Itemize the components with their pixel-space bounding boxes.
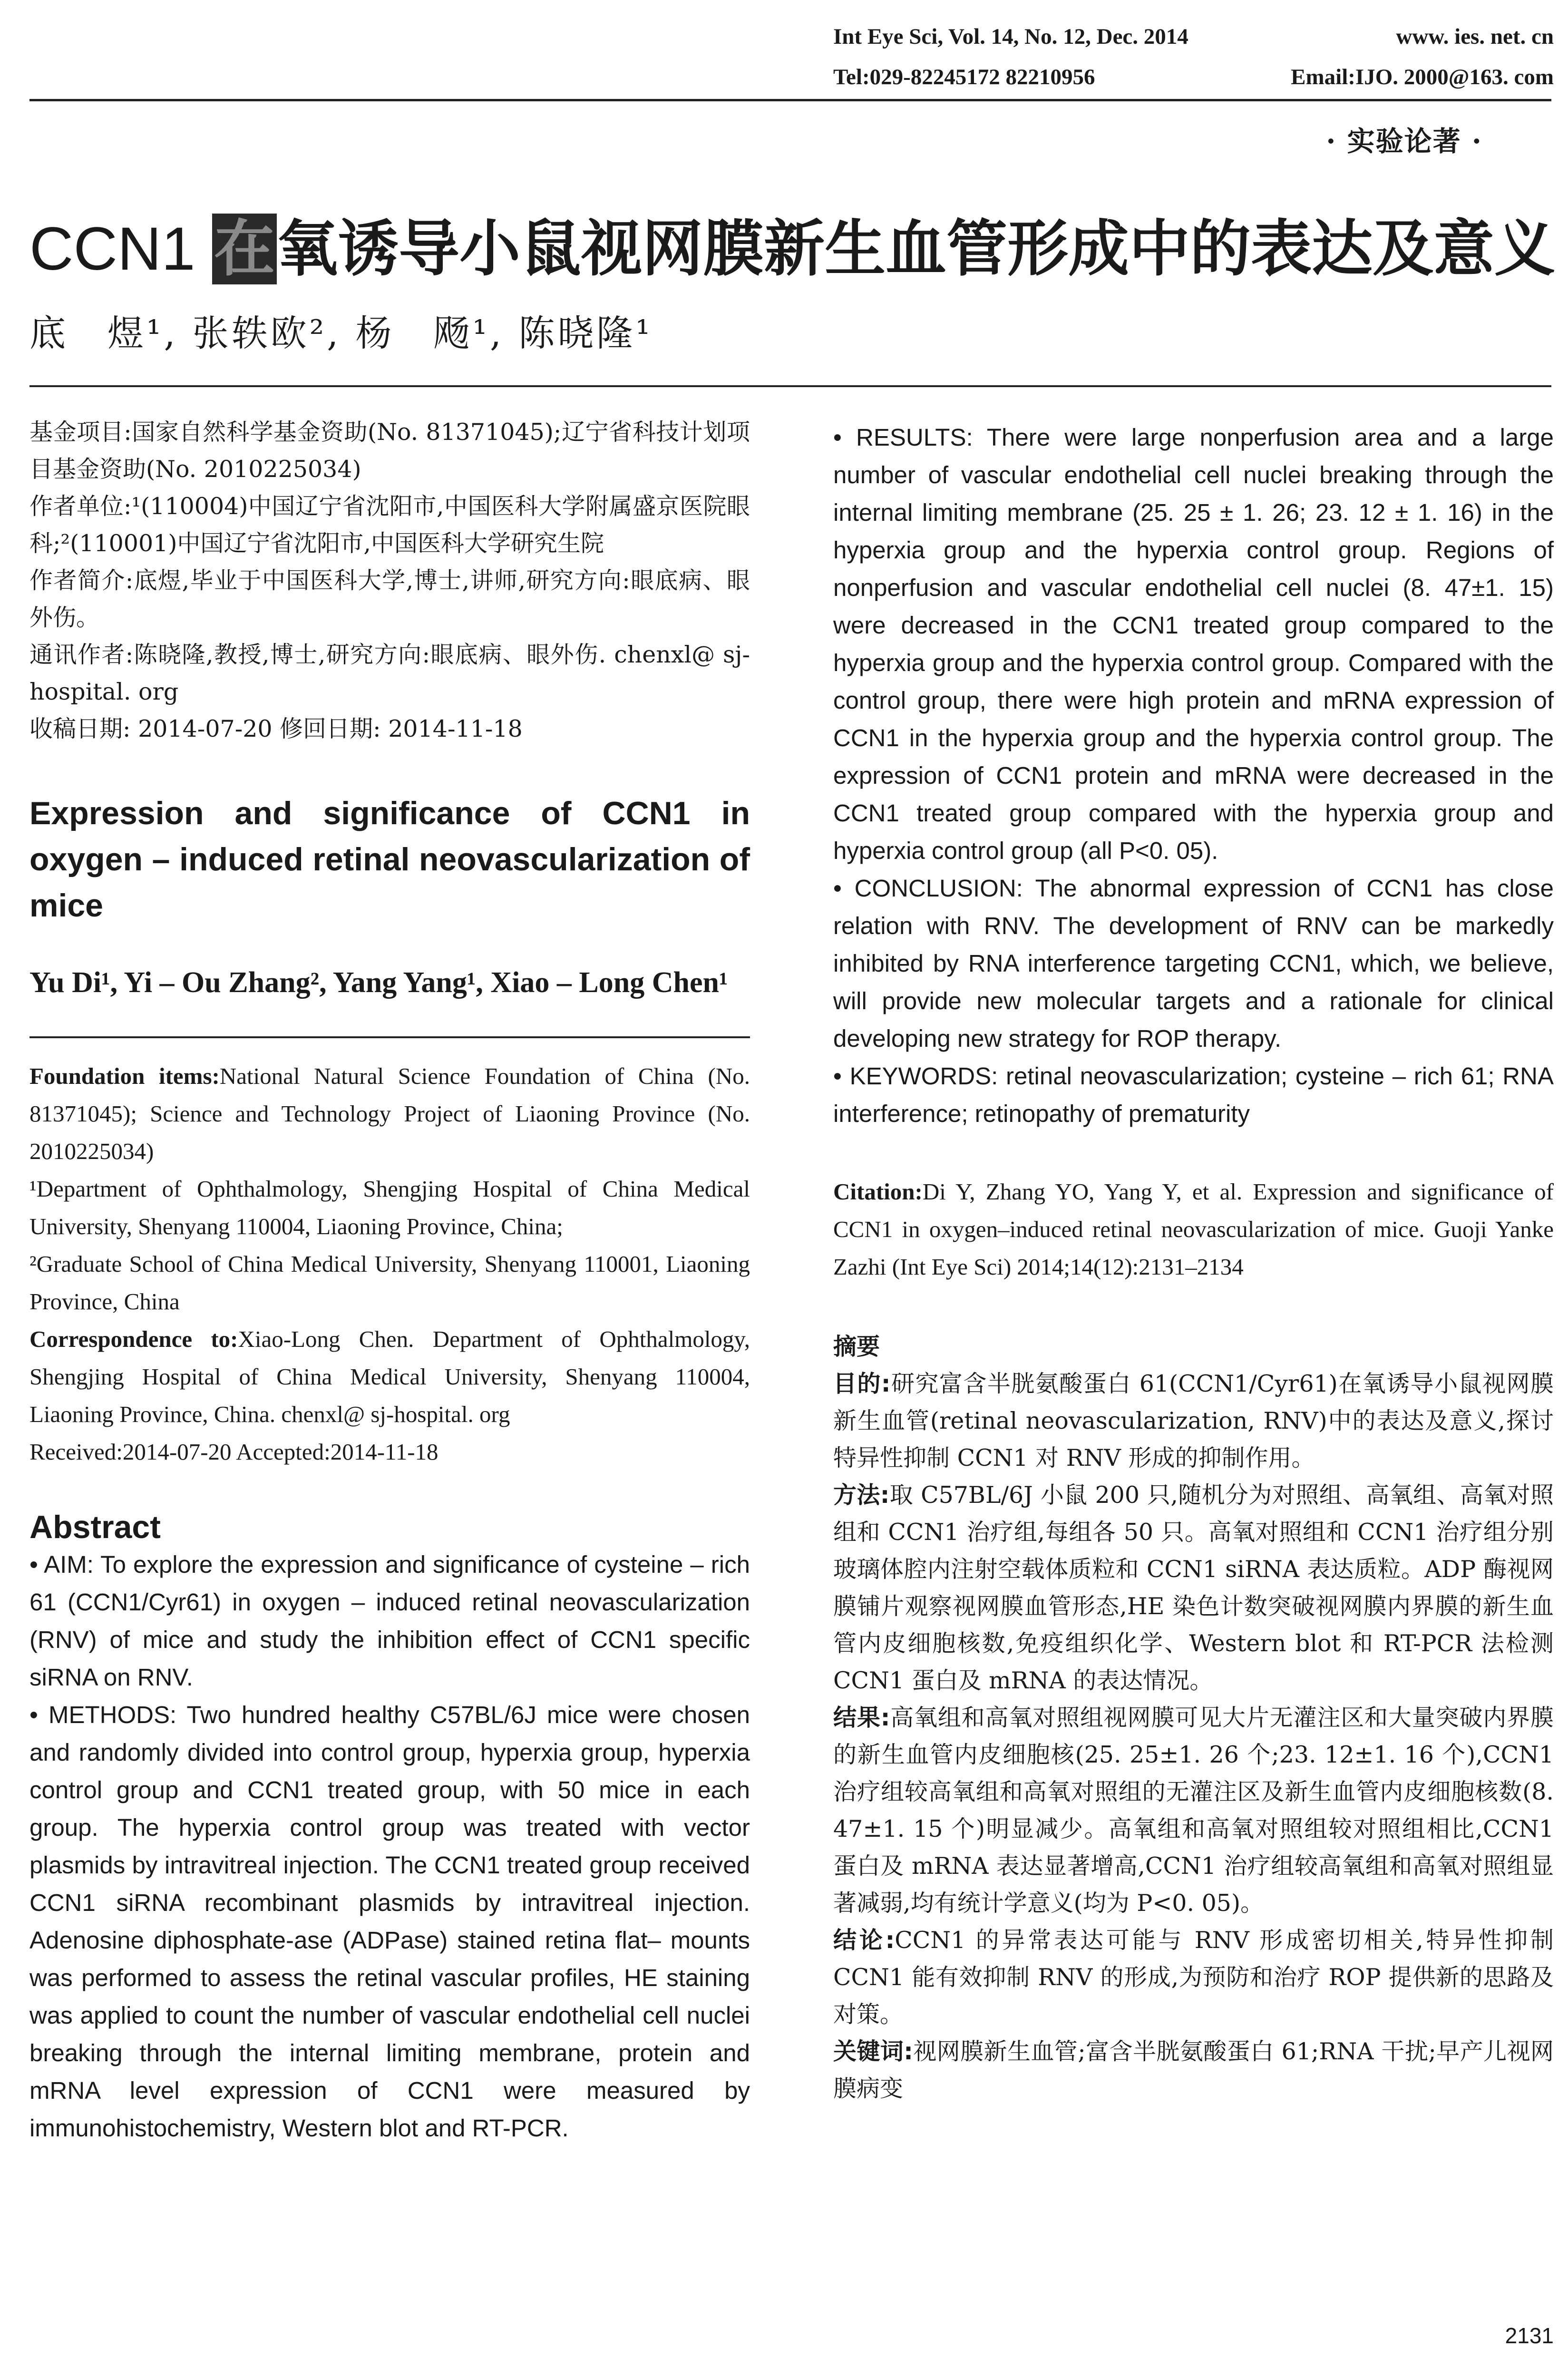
cn-aim-text: 研究富含半胱氨酸蛋白 61(CCN1/Cyr61)在氧诱导小鼠视网膜新生血管(retinal neovascularization, RNV)中的表达及意义,探讨特异性抑制 CCN1 对 RNV 形成的抑制作用。 [833,1370,1554,1471]
english-title: Expression and significance of CCN1 in oxygen – induced retinal neovascularization of mice [29,795,750,924]
foundation-text: National Natural Science Foundation of China (No. 81371045); Science and Technology Project of Liaoning Province (No. 2010225034) [29,1063,750,1164]
journal-tel: Tel:029-82245172 82210956 [833,65,1095,89]
citation-text: Di Y, Zhang YO, Yang Y, et al. Expression and significance of CCN1 in oxygen–induced retinal neovascularization of mice. Guoji Yanke Zazhi (Int Eye Sci) 2014;14(12):2131–2134 [833,1179,1554,1280]
authors-cn: 底 煜¹, 张轶欧², 杨 飏¹, 陈晓隆¹ [29,312,653,354]
page-title [29,200,1555,287]
affiliation-1: ¹Department of Ophthalmology, Shengjing Hospital of China Medical University, Shenyang 110004, Liaoning Province, China; [29,1176,750,1239]
right-column [833,419,1554,2107]
author-unit: 作者单位:¹(110004)中国辽宁省沈阳市,中国医科大学附属盛京医院眼科;²(110001)中国辽宁省沈阳市,中国医科大学研究生院 [29,493,750,557]
journal-website: www. ies. net. cn [1396,24,1554,49]
journal-line: Int Eye Sci, Vol. 14, No. 12, Dec. 2014 [833,24,1188,49]
left-column [29,414,750,2147]
cn-conclusion-text: CCN1 的异常表达可能与 RNV 形成密切相关,特异性抑制 CCN1 能有效抑制 RNV 的形成,为预防和治疗 ROP 提供新的思路及对策。 [833,1927,1554,2028]
header-rule [29,99,1551,101]
abstract-heading: Abstract [29,1509,161,1545]
cn-abstract-heading: 摘要 [833,1333,880,1360]
cn-results-text: 高氧组和高氧对照组视网膜可见大片无灌注区和大量突破内界膜的新生血管内皮细胞核(25. 25±1. 26 个;23. 12±1. 16 个),CCN1 治疗组较高氧组和高氧对照组的无灌注区及新生血管内皮细胞核数(8. 47±1. 15 个)明显减少。高氧组和高氧对照组较对照组相比,CCN1 蛋白及 mRNA 表达显著增高,CCN1 治疗组较高氧组和高氧对照组显著减弱,均有统计学意义(均为 P<0. 05)。 [833,1704,1554,1917]
cn-methods-label: 方法: [833,1481,890,1509]
dates-cn: 收稿日期: 2014-07-20 修回日期: 2014-11-18 [29,715,523,742]
journal-email: Email:IJO. 2000@163. com [1291,65,1554,89]
title-rule [29,385,1551,387]
citation-label: Citation: [833,1179,923,1205]
cn-aim [833,1365,1554,1477]
cn-conclusion-label: 结论: [833,1927,895,1954]
abstract-keywords: • KEYWORDS: retinal neovascularization; cysteine – rich 61; RNA interference; retinopathy of prematurity [833,1062,1554,1127]
section-tag: · 实验论著 · [1326,125,1482,157]
cn-keywords-label: 关键词: [833,2038,913,2065]
author-intro: 作者简介:底煜,毕业于中国医科大学,博士,讲师,研究方向:眼底病、眼外伤。 [29,567,750,631]
page-number: 2131 [1505,2323,1554,2348]
citation [833,1173,1554,1286]
title-rest: 氧诱导小鼠视网膜新生血管形成中的表达及意义 [277,214,1556,284]
cn-aim-label: 目的: [833,1370,891,1397]
cn-conclusion [833,1922,1554,2033]
correspondence-cn: 通讯作者:陈晓隆,教授,博士,研究方向:眼底病、眼外伤. chenxl@ sj-hospital. org [29,641,750,705]
foundation-label: Foundation items: [29,1063,220,1089]
abstract-aim: • AIM: To explore the expression and significance of cysteine – rich 61 (CCN1/Cyr61) in oxygen – induced retinal neovascularization (RNV) of mice and study the inhibition effect of CCN1 specific siRNA on RNV. [29,1551,750,1691]
affiliation-2: ²Graduate School of China Medical University, Shenyang 110001, Liaoning Province, China [29,1251,750,1315]
fund-info: 基金项目:国家自然科学基金资助(No. 81371045);辽宁省科技计划项目基金资助(No. 2010225034) [29,419,750,483]
cn-methods [833,1477,1554,1699]
abstract-methods: • METHODS: Two hundred healthy C57BL/6J mice were chosen and randomly divided into control group, hyperxia group, hyperxia control group and CCN1 treated group, with 50 mice in each group. The hyperxia control group was treated with vector plasmids by intravitreal injection. The CCN1 treated group received CCN1 siRNA recombinant plasmids by intravitreal injection. Adenosine diphosphate-ase (ADPase) stained retina flat– mounts was performed to assess the retinal vascular profiles, HE staining was applied to count the number of vascular endothelial cell nuclei breaking through the internal limiting membrane, protein and mRNA level expression of CCN1 were measured by immunohistochemistry, Western blot and RT-PCR. [29,1701,750,2142]
title-prefix: CCN1 [29,215,213,283]
correspondence-text: Xiao-Long Chen. Department of Ophthalmology, Shengjing Hospital of China Medical University, Shenyang 110004, Liaoning Province, China. chenxl@ sj-hospital. org [29,1326,750,1427]
cn-methods-text: 取 C57BL/6J 小鼠 200 只,随机分为对照组、高氧组、高氧对照组和 CCN1 治疗组,每组各 50 只。高氧对照组和 CCN1 治疗组分别玻璃体腔内注射空载体质粒和 CCN1 siRNA 表达质粒。ADP 酶视网膜铺片观察视网膜血管形态,HE 染色计数突破视网膜内界膜的新生血管内皮细胞核数,免疫组织化学、Western blot 和 RT-PCR 法检测 CCN1 蛋白及 mRNA 的表达情况。 [833,1481,1554,1694]
title-highlight: 在 [212,214,277,284]
abstract-results: • RESULTS: There were large nonperfusion area and a large number of vascular endothelial cell nuclei breaking through the internal limiting membrane (25. 25 ± 1. 26; 23. 12 ± 1. 16) in the hyperxia group and the hyperxia control group. Regions of nonperfusion and vascular endothelial cell nuclei (8. 47±1. 15) were decreased in the CCN1 treated group compared to the hyperxia group and the hyperxia control group. Compared with the control group, there were high protein and mRNA expression of CCN1 in the hyperxia group and the hyperxia control group. The expression of CCN1 protein and mRNA were decreased in the CCN1 treated group compared with the hyperxia group and hyperxia control group (all P<0. 05). [833,424,1554,864]
correspondence-en [29,1320,750,1433]
abstract-conclusion: • CONCLUSION: The abnormal expression of CCN1 has close relation with RNV. The development of RNV can be markedly inhibited by RNA interference targeting CCN1, which, we believe, will provide new molecular targets and a rationale for clinical developing new strategy for ROP therapy. [833,875,1554,1052]
foundation-items [29,1057,750,1170]
correspondence-label: Correspondence to: [29,1326,238,1352]
received-dates: Received:2014-07-20 Accepted:2014-11-18 [29,1439,438,1465]
english-authors: Yu Di¹, Yi – Ou Zhang², Yang Yang¹, Xiao – Long Chen¹ [29,966,728,999]
cn-keywords-text: 视网膜新生血管;富含半胱氨酸蛋白 61;RNA 干扰;早产儿视网膜病变 [833,2038,1554,2102]
cn-results-label: 结果: [833,1704,890,1731]
cn-results [833,1699,1554,1922]
cn-keywords [833,2033,1554,2107]
